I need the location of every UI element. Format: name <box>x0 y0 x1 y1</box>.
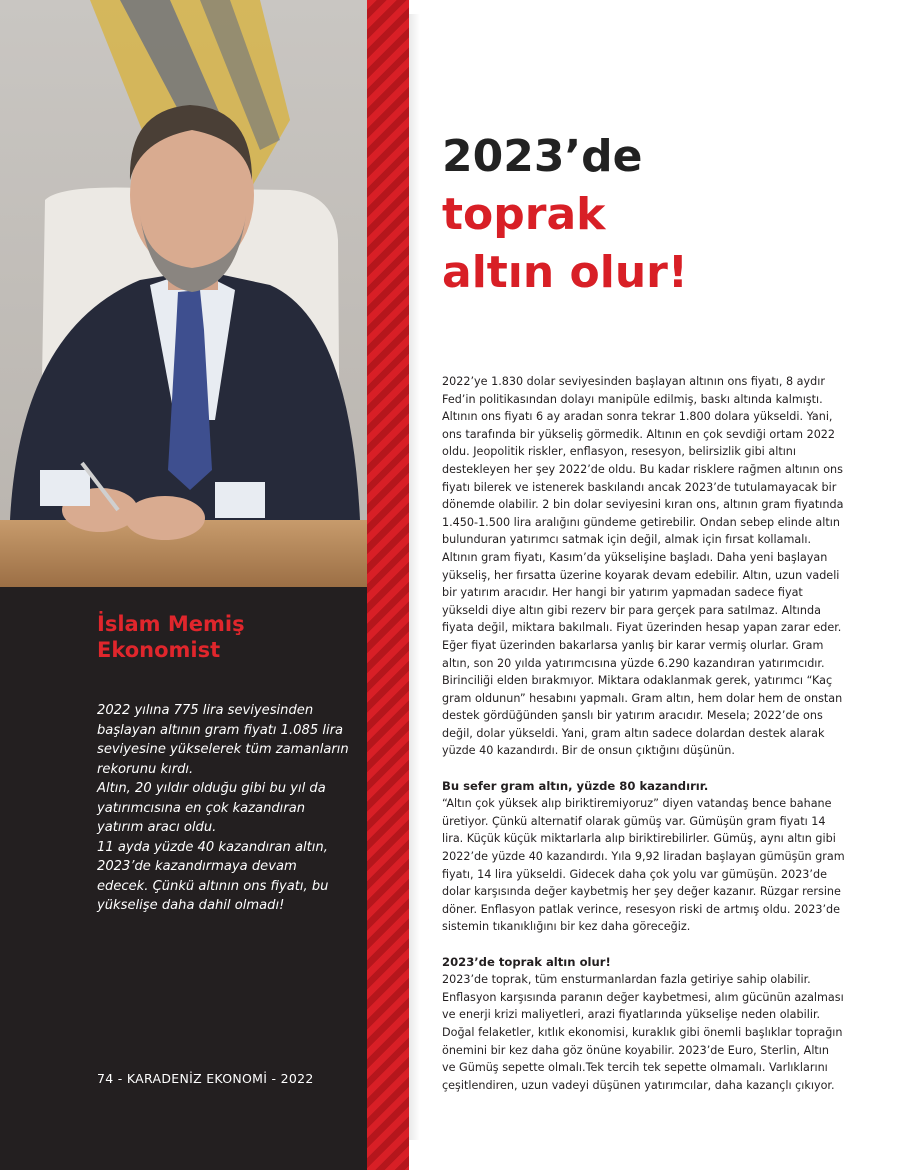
article-paragraph-2: “Altın çok yüksek alıp biriktiremiyoruz” diyen vatandaş bence bahane üretiyor. Çünkü alternatif olarak gümüş var. Gümüşün gram fiyatı 14 lira. Küçük küçük miktarlarla alıp biriktirebilirler. Gümüş, aynı altın gibi 2022’de yüzde 40 kazandırdı. Yıla 9,92 liradan başlayan gümüşün gram fiyatı, 14 lira yükseldi. Gidecek daha çok yolu var gümüşün. 2023’de dolar karşısında değer kaybetmiş her şey değer kazanır. Rüzgar rersine döner. Enflasyon patlak verince, resesyon riski de artmış oldu. 2023’de sistemin tıkanıklığını bir kez daha göreceğiz. <box>442 797 845 934</box>
article-paragraph-1: 2022’ye 1.830 dolar seviyesinden başlayan altının ons fiyatı, 8 aydır Fed’in politikasından dolayı manipüle edilmiş, baskı altında kalmıştı. Altının ons fiyatı 6 ay aradan sonra tekrar 1.800 dolara yükseldi. Yani, ons tarafında bir yükseliş görmedik. Altının en çok sevdiği ortam 2022 oldu. Jeopolitik riskler, enflasyon, resesyon, belirsizlik gibi altını destekleyen her şey 2022’de oldu. Bu kadar risklere rağmen altının ons fiyatı bilerek ve istenerek baskılandı ancak 2023’de tutulamayacak bir dönemde olabilir. 2 bin dolar seviyesini kıran ons, altının gram fiyatında 1.450-1.500 lira aralığını gündeme getirebilir. Ondan sebep elinde altın bulunduran yatırımcı satmak için değil, almak için fırsat kollamalı. Altının gram fiyatı, Kasım’da yükselişine başladı. Daha yeni başlayan yükseliş, her fırsatta üzerine koyarak devam edebilir. Altın, uzun vadeli bir yatırım aracıdır. Her hangi bir yatırım yapmadan sadece fiyat yükseldi diye altın gibi rezerv bir para gerçek para satılmaz. Altında fiyata değil, miktara bakılmalı. Fiyat üzerinden hesap yapan zarar eder. Eğer fiyat üzerinden bakarlarsa yanlış bir karar vermiş olurlar. Gram altın, son 20 yılda yatırımcısına yüzde 6.290 kazandıran yatırımcıdır. Birinciliği elden bırakmıyor. Miktara odaklanmak gerek, yatırımcı “Kaç gram oldunun” hesabını yapmalı. Gram altın, hem dolar hem de onstan destek gördüğünden şanslı bir yatırım aracıdır. Mesela; 2022’de ons değil, dolar yükseldi. Yani, gram altın sadece dolardan destek alarak yüzde 40 kazandırdı. Bir de onsun çıktığını düşünün. <box>442 375 844 758</box>
quote-paragraph-3: 11 ayda yüzde 40 kazandıran altın, 2023’de kazandırmaya devam edecek. Çünkü altının ons fiyatı, bu yükselişe daha dahil olmadı! <box>97 839 329 913</box>
headline-line-2: toprak <box>442 189 606 240</box>
author-photo <box>0 0 367 587</box>
quote-paragraph-2: Altın, 20 yıldır olduğu gibi bu yıl da yatırımcısına en çok kazandıran yatırım aracı oldu. <box>97 781 326 835</box>
article-subheading-2: 2023’de toprak altın olur! <box>442 954 611 969</box>
decorative-stripe <box>367 0 409 1170</box>
article-headline <box>442 128 688 302</box>
article-subheading-1: Bu sefer gram altın, yüzde 80 kazandırır. <box>442 778 709 793</box>
headline-line-3: altın olur! <box>442 247 688 298</box>
quote-paragraph-1: 2022 yılına 775 lira seviyesinden başlayan altının gram fiyatı 1.085 lira seviyesine yükselerek tüm zamanların rekorunu kırdı. <box>97 703 349 777</box>
pull-quote <box>97 701 352 916</box>
author-role: Ekonomist <box>97 638 221 662</box>
article-body <box>442 373 845 1094</box>
headline-line-1: 2023’de <box>442 131 643 182</box>
author-name: İslam Memiş <box>97 612 245 636</box>
page-footer: 74 - KARADENİZ EKONOMİ - 2022 <box>97 1071 314 1086</box>
column-divider <box>409 14 420 1140</box>
article-paragraph-3: 2023’de toprak, tüm ensturmanlardan fazla getiriye sahip olabilir. Enflasyon karşısında paranın değer kaybetmesi, alım gücünün azalması ve enerji krizi maliyetleri, arazi fiyatlarında yükselişe neden olabilir. Doğal felaketler, kıtlık ekonomisi, kuraklık gibi önemli başlıklar toprağın önemini bir kez daha göz önüne koyabilir. 2023’de Euro, Sterlin, Altın ve Gümüş sepette olmalı.Tek tercih tek sepette olmamalı. Varlıklarını çeşitlendiren, uzun vadeyi düşünen yatırımcılar, daha kazançlı çıkıyor. <box>442 973 844 1092</box>
left-column <box>0 0 367 1170</box>
portrait-illustration <box>0 0 367 587</box>
